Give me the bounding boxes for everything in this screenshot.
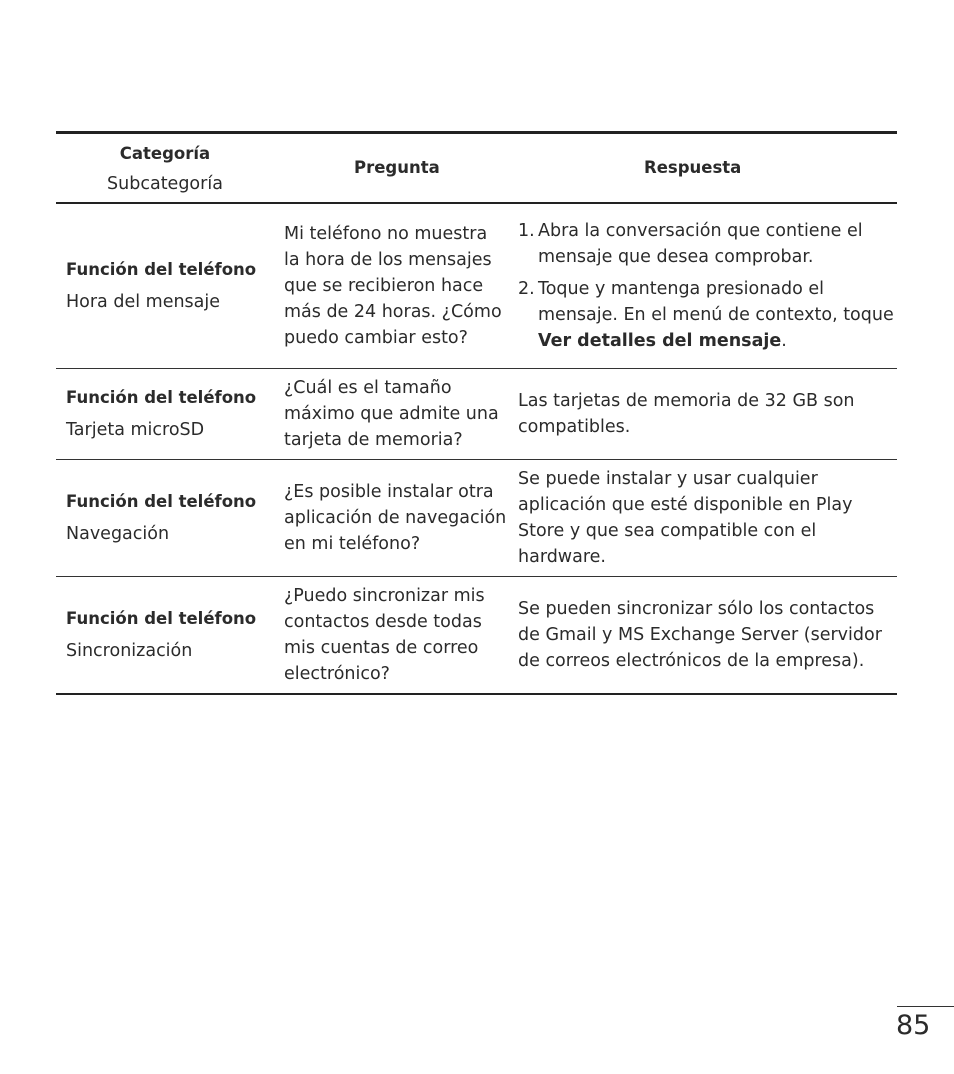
category-title: Función del teléfono: [66, 259, 257, 279]
step-text: Toque y mantenga presionado el mensaje. En el menú de contexto, toque: [538, 278, 894, 325]
table-row: [56, 460, 897, 577]
step-text: Abra la conversación que contiene el mensaje que desea comprobar.: [538, 220, 863, 267]
table-row: [56, 203, 897, 369]
header-category: [56, 133, 274, 203]
answer-cell: Las tarjetas de memoria de 32 GB son compatibles.: [518, 391, 855, 437]
step-text-tail: .: [781, 330, 787, 351]
category-title: Función del teléfono: [66, 492, 257, 511]
category-title: Función del teléfono: [66, 609, 257, 628]
question-cell: ¿Puedo sincronizar mis contactos desde todas mis cuentas de correo electrónico?: [284, 586, 485, 684]
subcategory-title: Hora del mensaje: [66, 291, 221, 312]
question-cell: ¿Cuál es el tamaño máximo que admite una tarjeta de memoria?: [284, 378, 499, 450]
faq-table: [56, 131, 897, 695]
table-header-row: [56, 133, 897, 203]
subcategory-title: Tarjeta microSD: [66, 420, 205, 440]
answer-steps: [518, 218, 897, 354]
answer-step: [518, 276, 897, 354]
header-question: Pregunta: [354, 157, 440, 177]
menu-option-label: Ver detalles del mensaje: [538, 330, 782, 351]
category-title: Función del teléfono: [66, 388, 257, 407]
header-subcategory-label: Subcategoría: [107, 173, 223, 194]
step-number: 1.: [518, 220, 535, 241]
table-row: [56, 369, 897, 460]
header-answer: Respuesta: [644, 157, 742, 177]
page-number-rule: [897, 1006, 954, 1007]
category-cell: [56, 369, 274, 460]
step-number: 2.: [518, 278, 535, 299]
answer-cell: Se puede instalar y usar cualquier aplicación que esté disponible en Play Store y que sea compatible con el hardware.: [518, 469, 853, 567]
subcategory-title: Sincronización: [66, 641, 193, 661]
answer-step: [518, 218, 897, 270]
question-cell: ¿Es posible instalar otra aplicación de navegación en mi teléfono?: [284, 482, 507, 554]
header-category-label: Categoría: [119, 143, 211, 163]
question-cell: Mi teléfono no muestra la hora de los mensajes que se recibieron hace más de 24 horas. ¿Cómo puedo cambiar esto?: [284, 223, 502, 348]
answer-cell: [508, 203, 897, 369]
page-number: 85: [896, 1010, 931, 1041]
category-cell: [56, 460, 274, 577]
category-cell: [56, 203, 274, 369]
answer-cell: Se pueden sincronizar sólo los contactos de Gmail y MS Exchange Server (servidor de correos electrónicos de la empresa).: [518, 599, 882, 671]
table-row: [56, 577, 897, 695]
subcategory-title: Navegación: [66, 524, 170, 544]
category-cell: [56, 577, 274, 695]
